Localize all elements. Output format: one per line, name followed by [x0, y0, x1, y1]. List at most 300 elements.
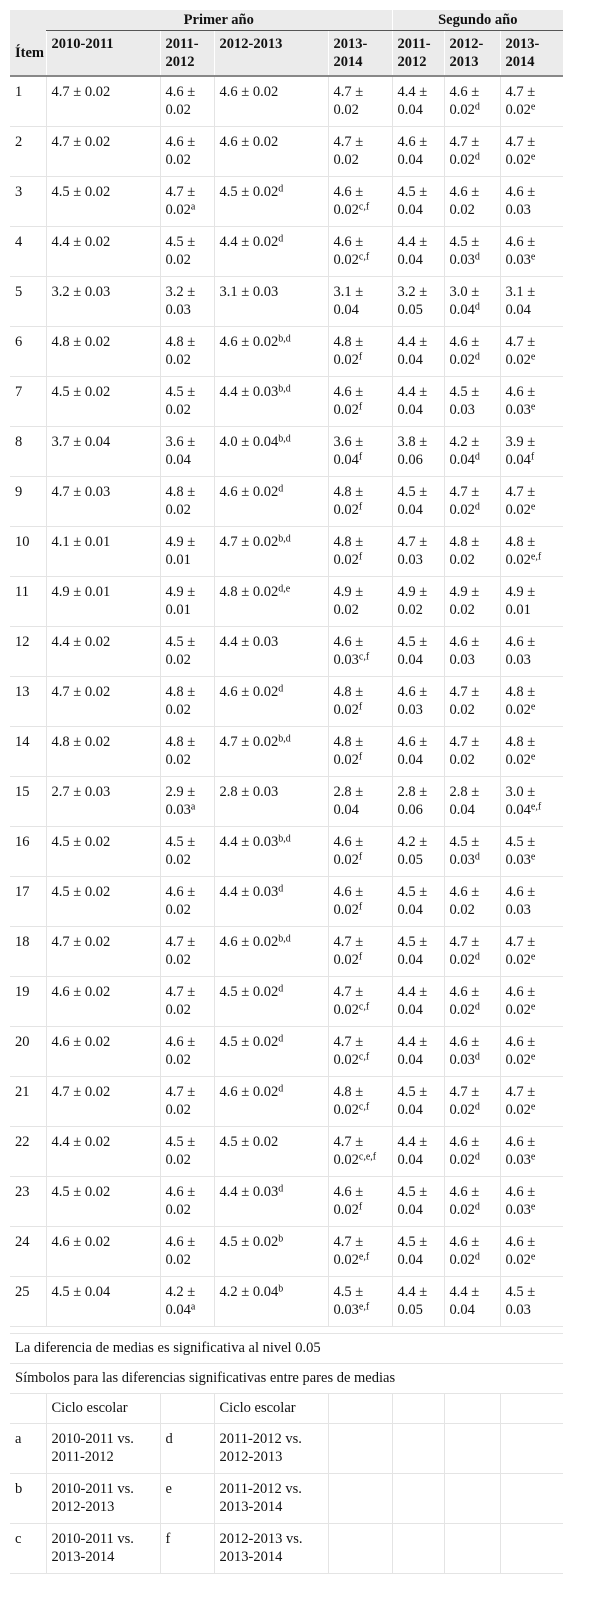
- mean-value: 4.7 ± 0.02: [505, 134, 536, 168]
- value-cell: [328, 127, 392, 177]
- legend-row: [10, 1424, 563, 1474]
- mean-value: 4.5 ± 0.02: [219, 984, 279, 1000]
- mean-value: 4.4 ± 0.04: [397, 1134, 428, 1168]
- significance-note: La diferencia de medias es significativa al nivel 0.05: [10, 1334, 563, 1364]
- value-cell: [500, 177, 563, 227]
- significance-mark: e: [530, 101, 536, 113]
- value-cell: [160, 727, 214, 777]
- header-year: 2013-2014: [328, 31, 392, 77]
- mean-value: 4.6 ± 0.02: [333, 234, 364, 268]
- mean-value: 4.5 ± 0.04: [397, 934, 428, 968]
- mean-value: 4.5 ± 0.02: [51, 1184, 111, 1200]
- significance-mark: d: [278, 983, 284, 995]
- legend-empty: [328, 1524, 392, 1574]
- value-cell: [500, 977, 563, 1027]
- mean-value: 4.6 ± 0.03: [505, 884, 536, 918]
- value-cell: [214, 377, 328, 427]
- table-row: [10, 777, 563, 827]
- significance-mark: e: [530, 1151, 536, 1163]
- significance-mark: a: [190, 201, 196, 213]
- mean-value: 4.6 ± 0.03: [505, 184, 536, 218]
- value-cell: [444, 1027, 500, 1077]
- mean-value: 4.8 ± 0.02: [51, 734, 111, 750]
- mean-value: 4.4 ± 0.03: [219, 1184, 279, 1200]
- value-cell: [214, 1027, 328, 1077]
- significance-mark: f: [358, 551, 363, 563]
- value-cell: [46, 227, 160, 277]
- mean-value: 3.2 ± 0.03: [165, 284, 196, 318]
- mean-value: 4.6 ± 0.02: [449, 184, 480, 218]
- significance-mark: b,d: [278, 933, 291, 945]
- mean-value: 4.8 ± 0.02: [333, 734, 364, 768]
- legend-comparison: 2011-2012 vs. 2013-2014: [214, 1474, 328, 1524]
- mean-value: 4.5 ± 0.02: [51, 884, 111, 900]
- mean-value: 3.2 ± 0.03: [51, 284, 111, 300]
- mean-value: 4.5 ± 0.03: [505, 834, 536, 868]
- mean-value: 4.6 ± 0.02: [219, 1084, 279, 1100]
- header-segundo-ano: Segundo año: [392, 10, 563, 31]
- mean-value: 4.5 ± 0.04: [397, 184, 428, 218]
- value-cell: [328, 527, 392, 577]
- mean-value: 4.7 ± 0.03: [397, 534, 428, 568]
- significance-mark: e: [530, 501, 536, 513]
- mean-value: 4.6 ± 0.02: [165, 884, 196, 918]
- mean-value: 4.7 ± 0.02: [333, 1134, 364, 1168]
- table-row: [10, 727, 563, 777]
- mean-value: 3.7 ± 0.04: [51, 434, 111, 450]
- value-cell: [444, 227, 500, 277]
- mean-value: 4.6 ± 0.03: [449, 634, 480, 668]
- value-cell: [214, 127, 328, 177]
- item-number: 3: [10, 177, 46, 227]
- value-cell: [214, 1077, 328, 1127]
- value-cell: [214, 927, 328, 977]
- value-cell: [46, 377, 160, 427]
- mean-value: 4.6 ± 0.02: [219, 934, 279, 950]
- significance-mark: d: [278, 183, 284, 195]
- mean-value: 4.7 ± 0.02: [51, 134, 111, 150]
- results-table: [10, 10, 563, 1574]
- value-cell: [328, 76, 392, 127]
- mean-value: 4.7 ± 0.02: [333, 84, 364, 118]
- significance-mark: d: [278, 883, 284, 895]
- value-cell: [444, 827, 500, 877]
- value-cell: [500, 76, 563, 127]
- mean-value: 4.2 ± 0.04: [165, 1284, 196, 1318]
- value-cell: [444, 577, 500, 627]
- value-cell: [160, 177, 214, 227]
- value-cell: [160, 777, 214, 827]
- significance-mark: c,f: [358, 651, 370, 663]
- significance-mark: e: [530, 1051, 536, 1063]
- item-number: 12: [10, 627, 46, 677]
- value-cell: [392, 227, 444, 277]
- legend-comparison: 2010-2011 vs. 2011-2012: [46, 1424, 160, 1474]
- significance-mark: d,e: [278, 583, 291, 595]
- mean-value: 4.7 ± 0.02: [333, 1234, 364, 1268]
- item-number: 22: [10, 1127, 46, 1177]
- item-number: 5: [10, 277, 46, 327]
- significance-mark: d: [278, 1083, 284, 1095]
- mean-value: 4.5 ± 0.02: [219, 1234, 279, 1250]
- mean-value: 4.6 ± 0.03: [397, 684, 428, 718]
- significance-note-row: [10, 1334, 563, 1364]
- value-cell: [160, 76, 214, 127]
- significance-mark: d: [474, 251, 480, 263]
- value-cell: [328, 377, 392, 427]
- mean-value: 4.4 ± 0.02: [51, 1134, 111, 1150]
- mean-value: 4.4 ± 0.04: [397, 84, 428, 118]
- value-cell: [46, 1027, 160, 1077]
- significance-mark: d: [474, 951, 480, 963]
- legend-empty: [328, 1424, 392, 1474]
- legend-empty: [328, 1394, 392, 1424]
- significance-mark: e: [530, 951, 536, 963]
- value-cell: [500, 327, 563, 377]
- value-cell: [444, 1177, 500, 1227]
- value-cell: [500, 377, 563, 427]
- value-cell: [392, 177, 444, 227]
- significance-mark: d: [474, 1001, 480, 1013]
- value-cell: [328, 1177, 392, 1227]
- mean-value: 4.6 ± 0.02: [333, 384, 364, 418]
- value-cell: [500, 1027, 563, 1077]
- significance-mark: e,f: [358, 1301, 370, 1313]
- significance-mark: d: [474, 301, 480, 313]
- value-cell: [500, 1127, 563, 1177]
- significance-mark: e,f: [358, 1251, 370, 1263]
- table-row: [10, 1227, 563, 1277]
- mean-value: 4.8 ± 0.02: [165, 684, 196, 718]
- mean-value: 4.4 ± 0.02: [51, 634, 111, 650]
- value-cell: [500, 227, 563, 277]
- legend-comparison: 2010-2011 vs. 2013-2014: [46, 1524, 160, 1574]
- value-cell: [500, 277, 563, 327]
- value-cell: [46, 1177, 160, 1227]
- significance-mark: e: [530, 351, 536, 363]
- mean-value: 4.7 ± 0.02: [449, 934, 480, 968]
- table-row: [10, 127, 563, 177]
- mean-value: 4.5 ± 0.04: [397, 484, 428, 518]
- mean-value: 4.8 ± 0.02: [165, 334, 196, 368]
- item-number: 11: [10, 577, 46, 627]
- value-cell: [392, 777, 444, 827]
- significance-mark: f: [358, 751, 363, 763]
- value-cell: [392, 1027, 444, 1077]
- value-cell: [392, 977, 444, 1027]
- legend-header-row: [10, 1394, 563, 1424]
- value-cell: [444, 1127, 500, 1177]
- value-cell: [328, 227, 392, 277]
- legend-symbol: a: [10, 1424, 46, 1474]
- mean-value: 4.6 ± 0.02: [51, 984, 111, 1000]
- mean-value: 4.1 ± 0.01: [51, 534, 111, 550]
- mean-value: 4.6 ± 0.02: [219, 134, 279, 150]
- mean-value: 4.5 ± 0.02: [51, 184, 111, 200]
- mean-value: 4.9 ± 0.01: [165, 534, 196, 568]
- mean-value: 4.7 ± 0.02: [449, 1084, 480, 1118]
- value-cell: [500, 727, 563, 777]
- value-cell: [500, 677, 563, 727]
- spacer-cell: [10, 1327, 563, 1334]
- value-cell: [392, 927, 444, 977]
- table-row: [10, 1277, 563, 1327]
- value-cell: [214, 827, 328, 877]
- value-cell: [500, 577, 563, 627]
- value-cell: [46, 1227, 160, 1277]
- value-cell: [328, 877, 392, 927]
- value-cell: [392, 327, 444, 377]
- mean-value: 4.8 ± 0.02: [505, 684, 536, 718]
- item-number: 18: [10, 927, 46, 977]
- value-cell: [444, 927, 500, 977]
- mean-value: 4.9 ± 0.01: [165, 584, 196, 618]
- mean-value: 4.4 ± 0.02: [51, 234, 111, 250]
- item-number: 8: [10, 427, 46, 477]
- mean-value: 4.2 ± 0.05: [397, 834, 428, 868]
- mean-value: 2.8 ± 0.06: [397, 784, 428, 818]
- value-cell: [392, 1277, 444, 1327]
- mean-value: 4.6 ± 0.02: [333, 184, 364, 218]
- table-header: [10, 10, 563, 76]
- value-cell: [160, 1027, 214, 1077]
- item-number: 24: [10, 1227, 46, 1277]
- value-cell: [392, 1127, 444, 1177]
- significance-mark: f: [358, 851, 363, 863]
- value-cell: [444, 877, 500, 927]
- value-cell: [392, 427, 444, 477]
- value-cell: [392, 1077, 444, 1127]
- significance-mark: d: [474, 151, 480, 163]
- value-cell: [214, 1277, 328, 1327]
- value-cell: [46, 76, 160, 127]
- value-cell: [392, 677, 444, 727]
- value-cell: [160, 627, 214, 677]
- value-cell: [214, 76, 328, 127]
- significance-mark: e: [530, 1101, 536, 1113]
- mean-value: 3.0 ± 0.04: [449, 284, 480, 318]
- mean-value: 4.6 ± 0.02: [219, 334, 279, 350]
- significance-mark: b,d: [278, 333, 291, 345]
- table-row: [10, 227, 563, 277]
- mean-value: 4.9 ± 0.01: [51, 584, 111, 600]
- mean-value: 4.6 ± 0.03: [505, 1184, 536, 1218]
- mean-value: 4.6 ± 0.02: [219, 484, 279, 500]
- mean-value: 4.6 ± 0.02: [449, 1234, 480, 1268]
- mean-value: 4.7 ± 0.02: [449, 134, 480, 168]
- mean-value: 4.6 ± 0.02: [51, 1034, 111, 1050]
- mean-value: 4.4 ± 0.05: [397, 1284, 428, 1318]
- mean-value: 4.9 ± 0.01: [505, 584, 536, 618]
- mean-value: 4.7 ± 0.02: [449, 484, 480, 518]
- value-cell: [444, 627, 500, 677]
- mean-value: 4.4 ± 0.04: [397, 334, 428, 368]
- value-cell: [46, 877, 160, 927]
- legend-empty: [10, 1394, 46, 1424]
- mean-value: 3.1 ± 0.04: [333, 284, 364, 318]
- value-cell: [444, 777, 500, 827]
- table-row: [10, 527, 563, 577]
- mean-value: 4.8 ± 0.02: [333, 484, 364, 518]
- value-cell: [160, 1227, 214, 1277]
- mean-value: 4.5 ± 0.02: [165, 634, 196, 668]
- mean-value: 4.8 ± 0.02: [219, 584, 279, 600]
- significance-mark: f: [358, 451, 363, 463]
- mean-value: 4.7 ± 0.02: [219, 534, 279, 550]
- mean-value: 4.5 ± 0.04: [397, 1084, 428, 1118]
- significance-mark: b,d: [278, 383, 291, 395]
- item-number: 2: [10, 127, 46, 177]
- mean-value: 2.8 ± 0.03: [219, 784, 279, 800]
- mean-value: 4.7 ± 0.02: [51, 934, 111, 950]
- mean-value: 2.7 ± 0.03: [51, 784, 111, 800]
- significance-mark: c,f: [358, 251, 370, 263]
- significance-mark: e: [530, 701, 536, 713]
- significance-mark: f: [358, 901, 363, 913]
- table-row: [10, 927, 563, 977]
- header-year: 2011-2012: [160, 31, 214, 77]
- significance-mark: d: [474, 1051, 480, 1063]
- mean-value: 4.8 ± 0.02: [165, 484, 196, 518]
- value-cell: [160, 1077, 214, 1127]
- legend-comparison: 2011-2012 vs. 2012-2013: [214, 1424, 328, 1474]
- symbols-note: Símbolos para las diferencias significativas entre pares de medias: [10, 1364, 563, 1394]
- legend-symbol: f: [160, 1524, 214, 1574]
- value-cell: [214, 527, 328, 577]
- value-cell: [392, 377, 444, 427]
- value-cell: [214, 577, 328, 627]
- value-cell: [444, 527, 500, 577]
- value-cell: [160, 577, 214, 627]
- value-cell: [160, 277, 214, 327]
- value-cell: [328, 427, 392, 477]
- value-cell: [500, 927, 563, 977]
- mean-value: 2.9 ± 0.03: [165, 784, 196, 818]
- significance-mark: e: [530, 151, 536, 163]
- item-number: 16: [10, 827, 46, 877]
- legend-empty: [392, 1424, 444, 1474]
- value-cell: [46, 177, 160, 227]
- value-cell: [160, 227, 214, 277]
- mean-value: 4.4 ± 0.04: [397, 384, 428, 418]
- item-number: 21: [10, 1077, 46, 1127]
- mean-value: 4.6 ± 0.02: [505, 984, 536, 1018]
- significance-mark: a: [190, 801, 196, 813]
- mean-value: 3.1 ± 0.03: [219, 284, 279, 300]
- mean-value: 4.6 ± 0.02: [449, 1184, 480, 1218]
- legend-empty: [444, 1524, 500, 1574]
- mean-value: 4.6 ± 0.02: [165, 1184, 196, 1218]
- legend-empty: [500, 1394, 563, 1424]
- mean-value: 4.4 ± 0.03: [219, 384, 279, 400]
- mean-value: 4.5 ± 0.02: [51, 834, 111, 850]
- value-cell: [160, 127, 214, 177]
- mean-value: 4.6 ± 0.03: [505, 384, 536, 418]
- mean-value: 4.5 ± 0.03: [449, 234, 480, 268]
- value-cell: [46, 427, 160, 477]
- value-cell: [328, 1127, 392, 1177]
- value-cell: [500, 527, 563, 577]
- value-cell: [444, 76, 500, 127]
- significance-mark: f: [358, 501, 363, 513]
- mean-value: 4.8 ± 0.02: [333, 1084, 364, 1118]
- value-cell: [500, 777, 563, 827]
- value-cell: [214, 1127, 328, 1177]
- mean-value: 4.6 ± 0.03: [505, 234, 536, 268]
- mean-value: 4.6 ± 0.02: [449, 84, 480, 118]
- table-row: [10, 577, 563, 627]
- value-cell: [46, 727, 160, 777]
- significance-mark: f: [530, 451, 535, 463]
- value-cell: [444, 977, 500, 1027]
- significance-mark: f: [358, 951, 363, 963]
- value-cell: [214, 427, 328, 477]
- mean-value: 4.8 ± 0.02: [505, 734, 536, 768]
- legend-empty: [500, 1474, 563, 1524]
- mean-value: 3.6 ± 0.04: [165, 434, 196, 468]
- significance-mark: d: [278, 483, 284, 495]
- legend-empty: [160, 1394, 214, 1424]
- value-cell: [392, 627, 444, 677]
- mean-value: 4.4 ± 0.04: [397, 984, 428, 1018]
- mean-value: 4.6 ± 0.02: [165, 1034, 196, 1068]
- item-number: 9: [10, 477, 46, 527]
- significance-mark: e,f: [530, 551, 542, 563]
- significance-mark: e: [530, 851, 536, 863]
- significance-mark: b: [278, 1233, 284, 1245]
- value-cell: [500, 827, 563, 877]
- value-cell: [392, 127, 444, 177]
- significance-mark: e: [530, 1201, 536, 1213]
- mean-value: 4.7 ± 0.02: [51, 84, 111, 100]
- value-cell: [328, 577, 392, 627]
- mean-value: 4.6 ± 0.02: [449, 1134, 480, 1168]
- value-cell: [214, 477, 328, 527]
- value-cell: [214, 727, 328, 777]
- legend-row: [10, 1524, 563, 1574]
- mean-value: 4.4 ± 0.03: [219, 834, 279, 850]
- table-row: [10, 377, 563, 427]
- legend-comparison: 2010-2011 vs. 2012-2013: [46, 1474, 160, 1524]
- legend-empty: [392, 1394, 444, 1424]
- legend-empty: [444, 1394, 500, 1424]
- mean-value: 4.5 ± 0.04: [397, 884, 428, 918]
- value-cell: [46, 127, 160, 177]
- mean-value: 4.9 ± 0.02: [397, 584, 428, 618]
- value-cell: [392, 76, 444, 127]
- value-cell: [214, 327, 328, 377]
- mean-value: 4.6 ± 0.03: [505, 634, 536, 668]
- significance-mark: f: [358, 401, 363, 413]
- mean-value: 4.6 ± 0.03: [333, 634, 364, 668]
- value-cell: [328, 277, 392, 327]
- header-year: 2011-2012: [392, 31, 444, 77]
- significance-mark: f: [358, 351, 363, 363]
- value-cell: [444, 177, 500, 227]
- significance-mark: e: [530, 251, 536, 263]
- table-row: [10, 1027, 563, 1077]
- value-cell: [328, 327, 392, 377]
- significance-mark: e: [530, 751, 536, 763]
- table-row: [10, 76, 563, 127]
- value-cell: [46, 1277, 160, 1327]
- mean-value: 3.1 ± 0.04: [505, 284, 536, 318]
- significance-mark: a: [190, 1301, 196, 1313]
- value-cell: [328, 727, 392, 777]
- mean-value: 4.6 ± 0.02: [449, 884, 480, 918]
- value-cell: [444, 1227, 500, 1277]
- legend-symbol: d: [160, 1424, 214, 1474]
